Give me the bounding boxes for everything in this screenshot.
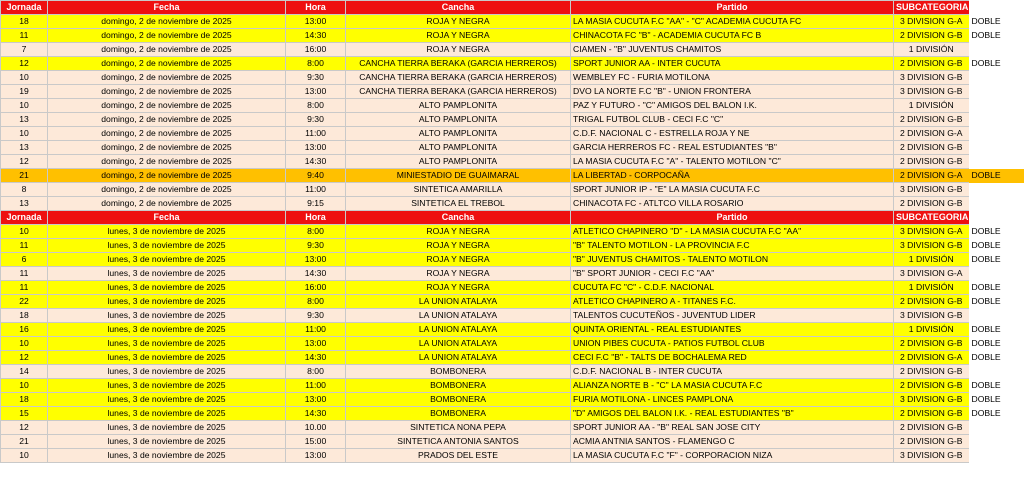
cell-subcategoria[interactable]: 2 DIVISION G-B	[894, 365, 969, 379]
cell-fecha[interactable]: lunes, 3 de noviembre de 2025	[48, 351, 286, 365]
cell-doble[interactable]: DOBLE	[969, 225, 1024, 239]
cell-hora[interactable]: 9:30	[286, 113, 346, 127]
cell-fecha[interactable]: lunes, 3 de noviembre de 2025	[48, 281, 286, 295]
cell-doble[interactable]: DOBLE	[969, 57, 1024, 71]
cell-fecha[interactable]: lunes, 3 de noviembre de 2025	[48, 421, 286, 435]
cell-fecha[interactable]: domingo, 2 de noviembre de 2025	[48, 43, 286, 57]
cell-fecha[interactable]: lunes, 3 de noviembre de 2025	[48, 435, 286, 449]
cell-partido[interactable]: LA MASIA CUCUTA F.C "F" - CORPORACION NIZA	[571, 449, 894, 463]
table-row[interactable]	[1, 407, 1024, 421]
cell-doble[interactable]: DOBLE	[969, 295, 1024, 309]
cell-subcategoria[interactable]: 3 DIVISION G-A	[894, 15, 969, 29]
table-row[interactable]	[1, 57, 1024, 71]
cell-partido[interactable]: LA MASIA CUCUTA F.C "AA" - "C" ACADEMIA CUCUTA FC	[571, 15, 894, 29]
table-row[interactable]	[1, 127, 1024, 141]
cell-subcategoria[interactable]: 2 DIVISION G-B	[894, 197, 969, 211]
cell-subcategoria[interactable]: 3 DIVISION G-B	[894, 309, 969, 323]
cell-hora[interactable]: 8:00	[286, 225, 346, 239]
cell-cancha[interactable]: LA UNION ATALAYA	[346, 295, 571, 309]
cell-hora[interactable]: 13:00	[286, 449, 346, 463]
cell-fecha[interactable]: lunes, 3 de noviembre de 2025	[48, 449, 286, 463]
table-row[interactable]	[1, 309, 1024, 323]
cell-subcategoria[interactable]: 3 DIVISION G-A	[894, 225, 969, 239]
cell-fecha[interactable]: lunes, 3 de noviembre de 2025	[48, 295, 286, 309]
cell-doble[interactable]	[969, 127, 1024, 141]
cell-jornada[interactable]: 10	[1, 99, 48, 113]
column-header-jornada[interactable]: Jornada	[1, 211, 48, 225]
cell-hora[interactable]: 15:00	[286, 435, 346, 449]
cell-jornada[interactable]: 18	[1, 309, 48, 323]
column-header-cancha[interactable]: Cancha	[346, 1, 571, 15]
cell-cancha[interactable]: LA UNION ATALAYA	[346, 323, 571, 337]
cell-cancha[interactable]: PRADOS DEL ESTE	[346, 449, 571, 463]
empty-cell[interactable]	[969, 211, 1024, 225]
cell-partido[interactable]: "B" SPORT JUNIOR - CECI F.C "AA"	[571, 267, 894, 281]
cell-cancha[interactable]: ROJA Y NEGRA	[346, 15, 571, 29]
cell-subcategoria[interactable]: 2 DIVISION G-B	[894, 113, 969, 127]
cell-fecha[interactable]: domingo, 2 de noviembre de 2025	[48, 127, 286, 141]
cell-subcategoria[interactable]: 3 DIVISION G-B	[894, 449, 969, 463]
column-header-hora[interactable]: Hora	[286, 211, 346, 225]
cell-fecha[interactable]: domingo, 2 de noviembre de 2025	[48, 99, 286, 113]
cell-hora[interactable]: 14:30	[286, 407, 346, 421]
cell-cancha[interactable]: BOMBONERA	[346, 379, 571, 393]
cell-cancha[interactable]: CANCHA TIERRA BERAKA (GARCIA HERREROS)	[346, 85, 571, 99]
table-row[interactable]	[1, 393, 1024, 407]
cell-cancha[interactable]: BOMBONERA	[346, 407, 571, 421]
column-header-subcategoria[interactable]: SUBCATEGORIA	[894, 211, 969, 225]
cell-cancha[interactable]: LA UNION ATALAYA	[346, 309, 571, 323]
cell-cancha[interactable]: ALTO PAMPLONITA	[346, 127, 571, 141]
cell-partido[interactable]: QUINTA ORIENTAL - REAL ESTUDIANTES	[571, 323, 894, 337]
column-header-fecha[interactable]: Fecha	[48, 211, 286, 225]
cell-subcategoria[interactable]: 2 DIVISION G-A	[894, 351, 969, 365]
cell-hora[interactable]: 11:00	[286, 379, 346, 393]
cell-hora[interactable]: 16:00	[286, 281, 346, 295]
column-header-fecha[interactable]: Fecha	[48, 1, 286, 15]
cell-subcategoria[interactable]: 2 DIVISION G-B	[894, 57, 969, 71]
cell-hora[interactable]: 9:30	[286, 239, 346, 253]
cell-fecha[interactable]: domingo, 2 de noviembre de 2025	[48, 141, 286, 155]
cell-partido[interactable]: ACMIA ANTNIA SANTOS - FLAMENGO C	[571, 435, 894, 449]
cell-fecha[interactable]: lunes, 3 de noviembre de 2025	[48, 309, 286, 323]
cell-partido[interactable]: C.D.F. NACIONAL B - INTER CUCUTA	[571, 365, 894, 379]
cell-hora[interactable]: 14:30	[286, 351, 346, 365]
table-row[interactable]	[1, 323, 1024, 337]
cell-jornada[interactable]: 10	[1, 127, 48, 141]
cell-hora[interactable]: 13:00	[286, 141, 346, 155]
cell-hora[interactable]: 9:40	[286, 169, 346, 183]
cell-doble[interactable]	[969, 197, 1024, 211]
cell-cancha[interactable]: CANCHA TIERRA BERAKA (GARCIA HERREROS)	[346, 71, 571, 85]
cell-fecha[interactable]: domingo, 2 de noviembre de 2025	[48, 169, 286, 183]
cell-subcategoria[interactable]: 2 DIVISION G-B	[894, 141, 969, 155]
cell-fecha[interactable]: lunes, 3 de noviembre de 2025	[48, 379, 286, 393]
cell-doble[interactable]	[969, 449, 1024, 463]
cell-subcategoria[interactable]: 2 DIVISION G-A	[894, 127, 969, 141]
column-header-jornada[interactable]: Jornada	[1, 1, 48, 15]
cell-jornada[interactable]: 11	[1, 281, 48, 295]
cell-doble[interactable]	[969, 99, 1024, 113]
table-row[interactable]	[1, 421, 1024, 435]
cell-subcategoria[interactable]: 2 DIVISION G-B	[894, 155, 969, 169]
cell-jornada[interactable]: 21	[1, 169, 48, 183]
cell-jornada[interactable]: 11	[1, 29, 48, 43]
cell-jornada[interactable]: 8	[1, 183, 48, 197]
cell-hora[interactable]: 14:30	[286, 267, 346, 281]
header-row	[1, 1, 1024, 15]
cell-partido[interactable]: SPORT JUNIOR IP - "E" LA MASIA CUCUTA F.C	[571, 183, 894, 197]
cell-partido[interactable]: SPORT JUNIOR AA - INTER CUCUTA	[571, 57, 894, 71]
cell-doble[interactable]: DOBLE	[969, 29, 1024, 43]
cell-jornada[interactable]: 10	[1, 379, 48, 393]
cell-hora[interactable]: 11:00	[286, 323, 346, 337]
cell-hora[interactable]: 8:00	[286, 365, 346, 379]
column-header-partido[interactable]: Partido	[571, 1, 894, 15]
cell-cancha[interactable]: BOMBONERA	[346, 365, 571, 379]
cell-fecha[interactable]: lunes, 3 de noviembre de 2025	[48, 337, 286, 351]
cell-jornada[interactable]: 14	[1, 365, 48, 379]
table-row[interactable]	[1, 71, 1024, 85]
cell-cancha[interactable]: ROJA Y NEGRA	[346, 239, 571, 253]
cell-cancha[interactable]: ROJA Y NEGRA	[346, 267, 571, 281]
cell-subcategoria[interactable]: 3 DIVISION G-B	[894, 71, 969, 85]
column-header-hora[interactable]: Hora	[286, 1, 346, 15]
cell-fecha[interactable]: lunes, 3 de noviembre de 2025	[48, 393, 286, 407]
cell-subcategoria[interactable]: 2 DIVISION G-B	[894, 29, 969, 43]
cell-cancha[interactable]: BOMBONERA	[346, 393, 571, 407]
cell-doble[interactable]	[969, 85, 1024, 99]
cell-fecha[interactable]: domingo, 2 de noviembre de 2025	[48, 197, 286, 211]
cell-fecha[interactable]: domingo, 2 de noviembre de 2025	[48, 71, 286, 85]
cell-hora[interactable]: 11:00	[286, 183, 346, 197]
table-row[interactable]	[1, 183, 1024, 197]
cell-partido[interactable]: CIAMEN - "B" JUVENTUS CHAMITOS	[571, 43, 894, 57]
cell-cancha[interactable]: CANCHA TIERRA BERAKA (GARCIA HERREROS)	[346, 57, 571, 71]
table-row[interactable]	[1, 169, 1024, 183]
cell-partido[interactable]: CECI F.C "B" - TALTS DE BOCHALEMA RED	[571, 351, 894, 365]
cell-partido[interactable]: GARCIA HERREROS FC - REAL ESTUDIANTES "B"	[571, 141, 894, 155]
table-row[interactable]	[1, 449, 1024, 463]
table-row[interactable]	[1, 29, 1024, 43]
cell-partido[interactable]: PAZ Y FUTURO - "C" AMIGOS DEL BALON I.K.	[571, 99, 894, 113]
cell-partido[interactable]: "B" JUVENTUS CHAMITOS - TALENTO MOTILON	[571, 253, 894, 267]
cell-subcategoria[interactable]: 1 DIVISIÓN	[894, 253, 969, 267]
cell-doble[interactable]	[969, 155, 1024, 169]
cell-hora[interactable]: 13:00	[286, 253, 346, 267]
cell-fecha[interactable]: lunes, 3 de noviembre de 2025	[48, 407, 286, 421]
cell-hora[interactable]: 14:30	[286, 29, 346, 43]
cell-subcategoria[interactable]: 2 DIVISION G-B	[894, 295, 969, 309]
cell-fecha[interactable]: lunes, 3 de noviembre de 2025	[48, 239, 286, 253]
cell-hora[interactable]: 8:00	[286, 295, 346, 309]
cell-fecha[interactable]: lunes, 3 de noviembre de 2025	[48, 253, 286, 267]
table-row[interactable]	[1, 239, 1024, 253]
cell-doble[interactable]	[969, 43, 1024, 57]
cell-cancha[interactable]: MINIESTADIO DE GUAIMARAL	[346, 169, 571, 183]
cell-hora[interactable]: 13:00	[286, 85, 346, 99]
cell-fecha[interactable]: domingo, 2 de noviembre de 2025	[48, 155, 286, 169]
cell-jornada[interactable]: 10	[1, 449, 48, 463]
cell-doble[interactable]: DOBLE	[969, 407, 1024, 421]
cell-fecha[interactable]: domingo, 2 de noviembre de 2025	[48, 183, 286, 197]
cell-fecha[interactable]: domingo, 2 de noviembre de 2025	[48, 85, 286, 99]
cell-jornada[interactable]: 11	[1, 239, 48, 253]
cell-subcategoria[interactable]: 2 DIVISION G-B	[894, 407, 969, 421]
cell-jornada[interactable]: 22	[1, 295, 48, 309]
table-row[interactable]	[1, 267, 1024, 281]
table-row[interactable]	[1, 99, 1024, 113]
cell-subcategoria[interactable]: 2 DIVISION G-A	[894, 169, 969, 183]
cell-cancha[interactable]: ROJA Y NEGRA	[346, 253, 571, 267]
table-row[interactable]	[1, 365, 1024, 379]
cell-jornada[interactable]: 12	[1, 57, 48, 71]
cell-jornada[interactable]: 15	[1, 407, 48, 421]
cell-partido[interactable]: TRIGAL FUTBOL CLUB - CECI F.C "C"	[571, 113, 894, 127]
schedule-body	[1, 1, 1024, 463]
cell-jornada[interactable]: 12	[1, 155, 48, 169]
cell-hora[interactable]: 9:30	[286, 71, 346, 85]
cell-partido[interactable]: DVO LA NORTE F.C "B" - UNION FRONTERA	[571, 85, 894, 99]
cell-jornada[interactable]: 13	[1, 113, 48, 127]
cell-doble[interactable]: DOBLE	[969, 337, 1024, 351]
cell-hora[interactable]: 9:15	[286, 197, 346, 211]
cell-partido[interactable]: LA MASIA CUCUTA F.C "A" - TALENTO MOTILON "C"	[571, 155, 894, 169]
cell-partido[interactable]: ATLETICO CHAPINERO "D" - LA MASIA CUCUTA F.C "AA"	[571, 225, 894, 239]
cell-subcategoria[interactable]: 3 DIVISION G-B	[894, 393, 969, 407]
cell-jornada[interactable]: 18	[1, 393, 48, 407]
cell-hora[interactable]: 13:00	[286, 337, 346, 351]
cell-fecha[interactable]: lunes, 3 de noviembre de 2025	[48, 365, 286, 379]
cell-subcategoria[interactable]: 3 DIVISION G-B	[894, 85, 969, 99]
table-row[interactable]	[1, 379, 1024, 393]
cell-cancha[interactable]: ROJA Y NEGRA	[346, 43, 571, 57]
cell-partido[interactable]: CHINACOTA FC - ATLTCO VILLA ROSARIO	[571, 197, 894, 211]
cell-subcategoria[interactable]: 1 DIVISIÓN	[894, 281, 969, 295]
table-row[interactable]	[1, 351, 1024, 365]
cell-doble[interactable]	[969, 365, 1024, 379]
table-row[interactable]	[1, 337, 1024, 351]
cell-hora[interactable]: 11:00	[286, 127, 346, 141]
cell-subcategoria[interactable]: 2 DIVISION G-B	[894, 337, 969, 351]
cell-fecha[interactable]: domingo, 2 de noviembre de 2025	[48, 57, 286, 71]
cell-doble[interactable]: DOBLE	[969, 351, 1024, 365]
cell-partido[interactable]: CUCUTA FC "C" - C.D.F. NACIONAL	[571, 281, 894, 295]
cell-hora[interactable]: 10.00	[286, 421, 346, 435]
cell-jornada[interactable]: 12	[1, 421, 48, 435]
cell-jornada[interactable]: 10	[1, 337, 48, 351]
cell-doble[interactable]: DOBLE	[969, 323, 1024, 337]
cell-hora[interactable]: 8:00	[286, 57, 346, 71]
cell-subcategoria[interactable]: 2 DIVISION G-B	[894, 379, 969, 393]
cell-partido[interactable]: UNION PIBES CUCUTA - PATIOS FUTBOL CLUB	[571, 337, 894, 351]
cell-cancha[interactable]: ALTO PAMPLONITA	[346, 113, 571, 127]
cell-doble[interactable]	[969, 421, 1024, 435]
cell-subcategoria[interactable]: 1 DIVISIÓN	[894, 99, 969, 113]
cell-doble[interactable]	[969, 267, 1024, 281]
cell-subcategoria[interactable]: 2 DIVISION G-B	[894, 435, 969, 449]
cell-cancha[interactable]: SINTETICA NONA PEPA	[346, 421, 571, 435]
cell-jornada[interactable]: 6	[1, 253, 48, 267]
table-row[interactable]	[1, 225, 1024, 239]
cell-cancha[interactable]: LA UNION ATALAYA	[346, 351, 571, 365]
cell-doble[interactable]	[969, 309, 1024, 323]
cell-fecha[interactable]: lunes, 3 de noviembre de 2025	[48, 323, 286, 337]
cell-jornada[interactable]: 18	[1, 15, 48, 29]
cell-doble[interactable]	[969, 435, 1024, 449]
cell-hora[interactable]: 13:00	[286, 393, 346, 407]
cell-cancha[interactable]: SINTETICA ANTONIA SANTOS	[346, 435, 571, 449]
cell-doble[interactable]: DOBLE	[969, 253, 1024, 267]
table-row[interactable]	[1, 155, 1024, 169]
cell-partido[interactable]: SPORT JUNIOR AA - "B" REAL SAN JOSE CITY	[571, 421, 894, 435]
cell-partido[interactable]: ATLETICO CHAPINERO A - TITANES F.C.	[571, 295, 894, 309]
cell-hora[interactable]: 16:00	[286, 43, 346, 57]
cell-hora[interactable]: 9:30	[286, 309, 346, 323]
cell-cancha[interactable]: ALTO PAMPLONITA	[346, 155, 571, 169]
cell-cancha[interactable]: SINTETICA EL TREBOL	[346, 197, 571, 211]
table-row[interactable]	[1, 253, 1024, 267]
cell-doble[interactable]: DOBLE	[969, 15, 1024, 29]
table-row[interactable]	[1, 197, 1024, 211]
empty-cell[interactable]	[969, 1, 1024, 15]
column-header-partido[interactable]: Partido	[571, 211, 894, 225]
cell-cancha[interactable]: LA UNION ATALAYA	[346, 337, 571, 351]
cell-doble[interactable]	[969, 71, 1024, 85]
cell-fecha[interactable]: domingo, 2 de noviembre de 2025	[48, 15, 286, 29]
cell-cancha[interactable]: ALTO PAMPLONITA	[346, 99, 571, 113]
cell-subcategoria[interactable]: 3 DIVISION G-A	[894, 267, 969, 281]
column-header-cancha[interactable]: Cancha	[346, 211, 571, 225]
cell-doble[interactable]: DOBLE	[969, 379, 1024, 393]
cell-jornada[interactable]: 12	[1, 351, 48, 365]
cell-jornada[interactable]: 7	[1, 43, 48, 57]
cell-hora[interactable]: 8:00	[286, 99, 346, 113]
cell-jornada[interactable]: 13	[1, 141, 48, 155]
cell-subcategoria[interactable]: 1 DIVISIÓN	[894, 43, 969, 57]
cell-doble[interactable]	[969, 141, 1024, 155]
cell-cancha[interactable]: ROJA Y NEGRA	[346, 225, 571, 239]
cell-doble[interactable]: DOBLE	[969, 239, 1024, 253]
cell-fecha[interactable]: domingo, 2 de noviembre de 2025	[48, 29, 286, 43]
cell-doble[interactable]: DOBLE	[969, 393, 1024, 407]
cell-partido[interactable]: "B" TALENTO MOTILON - LA PROVINCIA F.C	[571, 239, 894, 253]
table-row[interactable]	[1, 15, 1024, 29]
cell-hora[interactable]: 13:00	[286, 15, 346, 29]
cell-cancha[interactable]: ROJA Y NEGRA	[346, 29, 571, 43]
cell-subcategoria[interactable]: 3 DIVISION G-B	[894, 183, 969, 197]
table-row[interactable]	[1, 85, 1024, 99]
cell-fecha[interactable]: lunes, 3 de noviembre de 2025	[48, 225, 286, 239]
cell-partido[interactable]: WEMBLEY FC - FURIA MOTILONA	[571, 71, 894, 85]
cell-cancha[interactable]: ALTO PAMPLONITA	[346, 141, 571, 155]
cell-jornada[interactable]: 10	[1, 71, 48, 85]
cell-partido[interactable]: C.D.F. NACIONAL C - ESTRELLA ROJA Y NE	[571, 127, 894, 141]
cell-doble[interactable]	[969, 183, 1024, 197]
table-row[interactable]	[1, 435, 1024, 449]
table-row[interactable]	[1, 113, 1024, 127]
cell-cancha[interactable]: SINTETICA AMARILLA	[346, 183, 571, 197]
table-row[interactable]	[1, 295, 1024, 309]
cell-partido[interactable]: FURIA MOTILONA - LINCES PAMPLONA	[571, 393, 894, 407]
table-row[interactable]	[1, 281, 1024, 295]
cell-jornada[interactable]: 19	[1, 85, 48, 99]
cell-fecha[interactable]: lunes, 3 de noviembre de 2025	[48, 267, 286, 281]
cell-doble[interactable]: DOBLE	[969, 169, 1024, 183]
cell-partido[interactable]: TALENTOS CUCUTEÑOS - JUVENTUD LIDER	[571, 309, 894, 323]
cell-hora[interactable]: 14:30	[286, 155, 346, 169]
table-row[interactable]	[1, 141, 1024, 155]
cell-subcategoria[interactable]: 3 DIVISION G-B	[894, 239, 969, 253]
cell-fecha[interactable]: domingo, 2 de noviembre de 2025	[48, 113, 286, 127]
cell-partido[interactable]: LA LIBERTAD - CORPOCAÑA	[571, 169, 894, 183]
cell-doble[interactable]: DOBLE	[969, 281, 1024, 295]
cell-jornada[interactable]: 13	[1, 197, 48, 211]
cell-cancha[interactable]: ROJA Y NEGRA	[346, 281, 571, 295]
table-row[interactable]	[1, 43, 1024, 57]
cell-jornada[interactable]: 10	[1, 225, 48, 239]
cell-jornada[interactable]: 21	[1, 435, 48, 449]
column-header-subcategoria[interactable]: SUBCATEGORIA	[894, 1, 969, 15]
cell-jornada[interactable]: 16	[1, 323, 48, 337]
cell-partido[interactable]: ALIANZA NORTE B - "C" LA MASIA CUCUTA F.C	[571, 379, 894, 393]
cell-subcategoria[interactable]: 1 DIVISIÓN	[894, 323, 969, 337]
cell-jornada[interactable]: 11	[1, 267, 48, 281]
cell-subcategoria[interactable]: 2 DIVISION G-B	[894, 421, 969, 435]
cell-partido[interactable]: CHINACOTA FC "B" - ACADEMIA CUCUTA FC B	[571, 29, 894, 43]
cell-partido[interactable]: "D" AMIGOS DEL BALON I.K. - REAL ESTUDIANTES "B"	[571, 407, 894, 421]
header-row	[1, 211, 1024, 225]
cell-doble[interactable]	[969, 113, 1024, 127]
